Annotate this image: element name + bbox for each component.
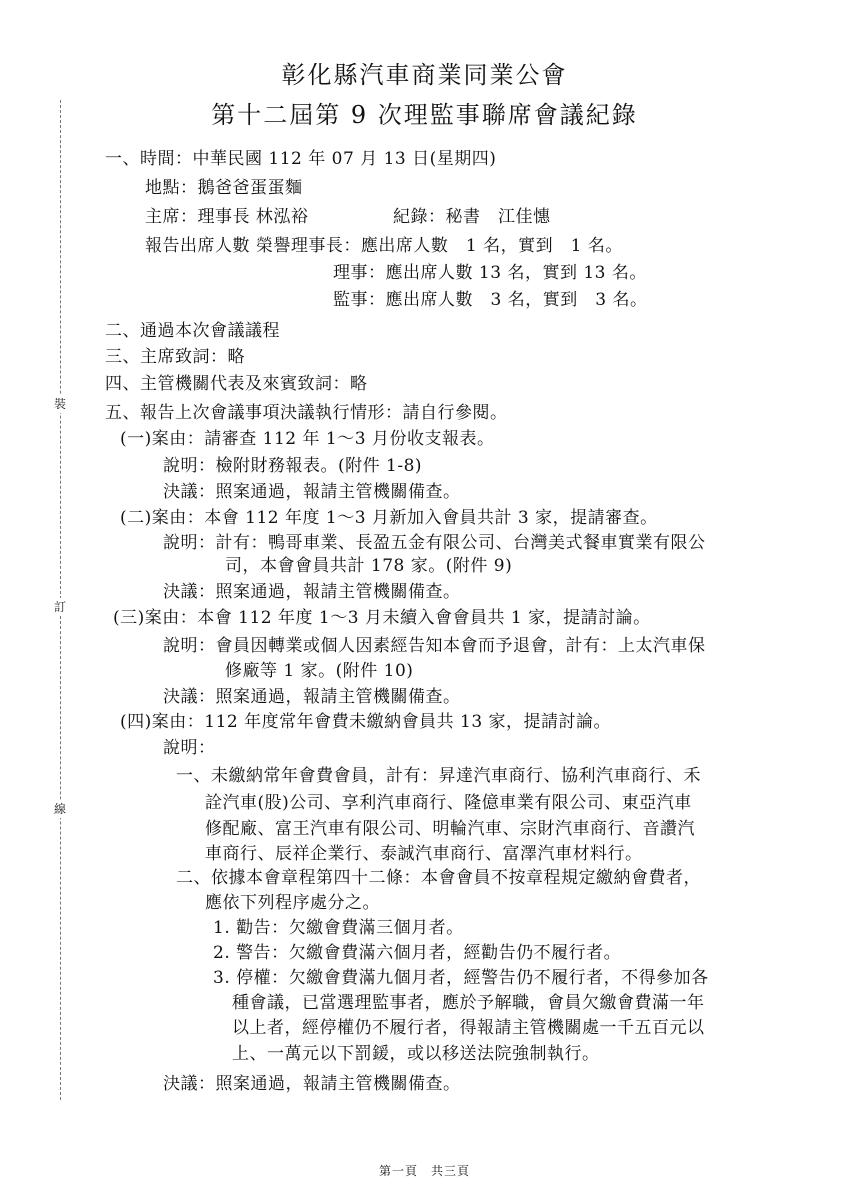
page-footer: 第一頁 共三頁 <box>378 1164 470 1178</box>
org-title: 彰化縣汽車商業同業公會 <box>281 61 568 89</box>
item2-note-line1: 說明：計有：鴨哥車業、長盈五金有限公司、台灣美式餐車實業有限公 <box>163 533 706 553</box>
meeting-chair: 主席：理事長 林泓裕 <box>145 207 309 227</box>
item4-decision: 決議：照案通過，報請主管機關備查。 <box>163 1074 461 1094</box>
item1-decision: 決議：照案通過，報請主管機關備查。 <box>163 482 461 502</box>
attendance-supervisors: 監事：應出席人數 3 名，實到 3 名。 <box>333 290 648 310</box>
item2-decision: 決議：照案通過，報請主管機關備查。 <box>163 582 461 602</box>
meeting-time: 一、時間：中華民國 112 年 07 月 13 日(星期四) <box>105 149 497 169</box>
item3-note-line2: 修廠等 1 家。(附件 10) <box>225 661 414 681</box>
item4-sub1-line2: 詮汽車(股)公司、享利汽車商行、隆億車業有限公司、東亞汽車 <box>205 793 692 813</box>
attendance-directors: 理事：應出席人數 13 名，實到 13 名。 <box>333 263 647 283</box>
item4-sub2-line1: 二、依據本會章程第四十二條：本會會員不按章程規定繳納會費者， <box>176 868 701 888</box>
item4-note: 說明： <box>163 738 216 758</box>
item4-sub1-line1: 一、未繳納常年會費會員，計有：昇達汽車商行、協利汽車商行、禾 <box>176 766 701 786</box>
item4-step2: 2. 警告：欠繳會費滿六個月者，經勸告仍不履行者。 <box>213 943 622 963</box>
section-guest-speech: 四、主管機關代表及來賓致詞：略 <box>105 374 368 394</box>
attendance-honorary: 報告出席人數 榮譽理事長：應出席人數 1 名，實到 1 名。 <box>145 236 623 256</box>
section-agenda: 二、通過本次會議議程 <box>105 321 280 341</box>
item4-sub1-line4: 車商行、辰祥企業行、泰誠汽車商行、富澤汽車材料行。 <box>205 844 643 864</box>
item1-note: 說明：檢附財務報表。(附件 1-8) <box>163 456 423 476</box>
section-chair-speech: 三、主席致詞：略 <box>105 347 245 367</box>
item4-step3-line1: 3. 停權：欠繳會費滿九個月者，經警告仍不履行者，不得參加各 <box>213 968 709 988</box>
item3-note-line1: 說明：會員因轉業或個人因素經告知本會而予退會，計有：上太汽車保 <box>163 636 706 656</box>
item2-note-line2: 司，本會會員共計 178 家。(附件 9) <box>225 556 513 576</box>
item4-case: (四)案由：112 年度常年會費未繳納會員共 13 家，提請討論。 <box>120 712 612 732</box>
item4-sub2-line2: 應依下列程序處分之。 <box>205 893 380 913</box>
item4-step3-line4: 上、一萬元以下罰鍰，或以移送法院強制執行。 <box>232 1044 600 1064</box>
item3-case: (三)案由：本會 112 年度 1～3 月未續入會會員共 1 家，提請討論。 <box>113 608 651 628</box>
item4-sub1-line3: 修配廠、富王汽車有限公司、明輪汽車、宗財汽車商行、音讚汽 <box>205 819 695 839</box>
item3-decision: 決議：照案通過，報請主管機關備查。 <box>163 687 461 707</box>
item4-step1: 1. 勸告：欠繳會費滿三個月者。 <box>213 918 464 938</box>
meeting-place: 地點：鵝爸爸蛋蛋麵 <box>145 178 303 198</box>
binding-mark-2: 訂 <box>54 600 67 614</box>
binding-mark-3: 線 <box>54 802 67 816</box>
item1-case: (一)案由：請審查 112 年 1～3 月份收支報表。 <box>120 429 495 449</box>
section-report-heading: 五、報告上次會議事項決議執行情形：請自行參閱。 <box>105 403 508 423</box>
meeting-title: 第十二屆第 9 次理監事聯席會議紀錄 <box>211 101 638 129</box>
item4-step3-line2: 種會議，已當選理監事者，應於予解職，會員欠繳會費滿一年 <box>232 993 705 1013</box>
binding-mark-1: 裝 <box>54 397 67 411</box>
item2-case: (二)案由：本會 112 年度 1～3 月新加入會員共計 3 家，提請審查。 <box>120 508 658 528</box>
item4-step3-line3: 以上者，經停權仍不履行者，得報請主管機關處一千五百元以 <box>232 1018 705 1038</box>
meeting-recorder: 紀錄：秘書 江佳憓 <box>393 207 551 227</box>
